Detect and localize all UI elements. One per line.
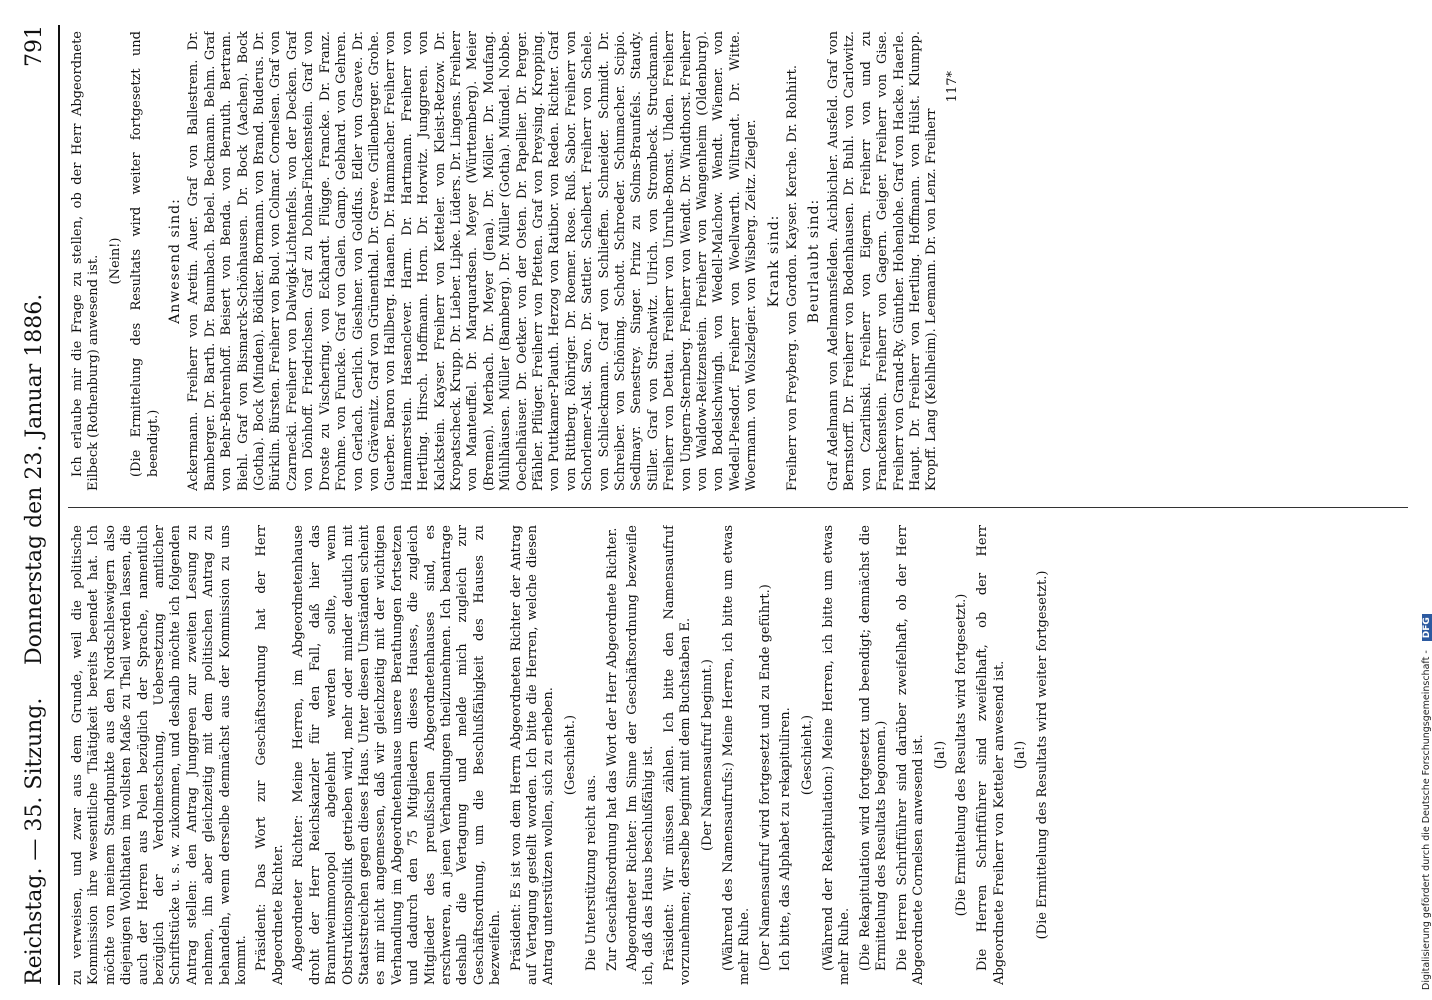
sick-names-list: Freiherr von Freyberg. von Gordon. Kayser. Kerche. Dr. Rohhirt. (785, 64, 801, 491)
stage-direction: (Der Namensaufruf beginnt.) (699, 659, 715, 851)
stage-direction: (Die Rekapitulation wird fortgesetzt und beendigt; demnächst die Ermittelung des Resultats begonnen.) (857, 525, 890, 971)
page-header (20, 25, 56, 985)
present-heading: Anwesend sind: (167, 198, 184, 324)
paragraph: Die Herren Schriftführer sind darüber zweifelhaft, ob der Herr Abgeordnete Cornelsen anwesend ist. (894, 525, 927, 985)
left-column (70, 525, 1410, 985)
digitization-text: Digitalisierung gefördert durch die Deutsche Forschungsgemeinschaft - (1421, 650, 1432, 990)
stage-direction: (Der Namensaufruf wird fortgesetzt und zu Ende geführt.) (757, 584, 773, 971)
header-date: Donnerstag den 23. Januar 1886. (22, 293, 47, 665)
paragraph: Präsident: Das Wort zur Geschäftsordnung hat der Herr Abgeordnete Richter. (254, 525, 286, 985)
paragraph: (Während des Namensaufrufs:) Meine Herren, ich bitte um etwas mehr Ruhe. (721, 525, 753, 985)
paragraph: Zur Geschäftsordnung hat das Wort der Herr Abgeordnete Richter. (604, 527, 620, 971)
stage-direction: (Die Ermittelung des Resultats wird weiter fortgesetzt.) (1034, 570, 1050, 940)
paragraph: Ich erlaube mir die Frage zu stellen, ob der Herr Abgeordnete Eilbeck (Rothenburg) anwesend ist. (70, 31, 102, 491)
paragraph: Präsident: Wir müssen zählen. Ich bitte den Namensaufruf vorzunehmen; derselbe beginnt mit dem Buchstaben E. (661, 525, 694, 985)
leave-names-list: Graf Adelmann von Adelmannsfelden. Aichbichler. Ausfeld. Graf von Bernstorff. Dr. Freiherr von Bodenhausen. Dr. Buhl. von Carlowitz. von Czarlinski. Freiherr von Eigern. Freiherr von und zu Franckenstein. Freiherr von Gagern. Geiger. Freiherr von Gise. Freiherr von Grand-Ry. Günther. Hohenlohe. Graf von Hacke. Haerle. Haupt. Dr. Freiherr von Hertling. Hoffmann. von Hülst. Klumpp. Kropff. Lang (Kehlheim). Leemann. Dr. von Lenz. Freiherr (825, 31, 940, 491)
paragraph: (Während der Rekapitulation:) Meine Herren, ich bitte um etwas mehr Ruhe. (821, 525, 853, 985)
stage-direction: (Ja!) (1013, 740, 1029, 770)
stage-direction: (Geschieht.) (562, 714, 578, 796)
paragraph: Die Unterstützung reicht aus. (584, 774, 600, 971)
right-column (70, 31, 1410, 491)
digitization-note (1421, 0, 1432, 990)
stage-direction: (Geschieht.) (799, 714, 815, 796)
paragraph: Ich bitte, das Alphabet zu rekapituliren. (778, 707, 794, 971)
stage-direction: (Die Ermittelung des Resultats wird weiter fortgesetzt und beendigt.) (129, 31, 161, 477)
paragraph: Die Herren Schriftführer sind zweifelhaft, ob der Herr Abgeordnete Freiherr von Ketteler anwesend ist. (975, 525, 1007, 985)
present-names-list: Ackermann. Freiherr von Aretin. Auer. Graf von Ballestrem. Dr. Bamberger. Dr. Barth. Dr. Baumbach. Bebel. Beckmann. Behm. Graf von Behr-Behrenhoff. Beisert von Benda. von Bernuth. Bertram. Biehl. Graf von Bismarck-Schönhausen. Dr. Bock (Aachen). Bock (Gotha). Bock (Minden). Bödiker. Bormann. von Brand. Buderus. Dr. Bürklin. Bürsten. Freiherr von Buol. von Colmar. Cornelsen. Graf von Czarnecki. Freiherr von Dalwigk-Lichtenfels. von der Decken. Graf von Dönhoff. Friedrichsen. Graf zu Dohna-Finckenstein. Graf von Droste zu Vischering. von Eckhardt. Flügge. Francke. Dr. Franz. Frohme. von Funcke. Graf von Galen. Gamp. Gebhard. von Gehren. von Gerlach. Gerlich. Gieshner. von Goldfus. Edler von Graeve. Dr. von Grävenitz. Graf von Grünenthal. Dr. Greve. Grillenberger. Grohe. Guerber. Baron von Hallberg. Haanen. Dr. Hammacher. Freiherr von Hammerstein. Hasenclever. Harm. Dr. Hartmann. Freiherr von Hertling. Hirsch. Hoffmann. Horn. Dr. Horwitz. Junggreen. von Kalckstein. Kayser. Freiherr von Ketteler. von Kleist-Retzow. Dr. Kropatscheck. Krupp. Dr. Lieber. Lipke. Lüders. Dr. Lingens. Freiherr von Manteuffel. Dr. Marquardsen. Meyer (Württemberg). Meier (Bremen). Merbach. Dr. Meyer (Jena). Dr. Möller. Dr. Moufang. Mühlhäusen. Müller (Bamberg). Dr. Müller (Gotha). Mündel. Nobbe. Oechelhäuser. Dr. Oetker. von der Osten. Dr. Papellier. Dr. Perger. Pfähler. Pflüger. Freiherr von Pfetten. Graf von Preysing. Kropping. von Puttkamer-Plauth. Herzog von Ratibor. von Reden. Richter. Graf von Rittberg. Röhriger. Dr. Roemer. Rose. Ruß. Sabor. Freiherr von Schorlemer-Alst. Saro. Dr. Sattler. Schelbert. Freiherr von Schele. von Schlieckmann. Graf von Schlieffen. Schneider. Schmidt. Dr. Schreiber. von Schöning. Schott. Schroeder. Schumacher. Scipio. Sedlmayr. Senestrey. Singer. Prinz zu Solms-Braunfels. Staudy. Stiller. Graf von Strachwitz. Ulrich. von Strombeck. Struckmann. Freiherr von Dettau. Freiherr von Unruhe-Bomst. Uhden. Freiherr von Ungern-Sternberg. Freiherr von Wendt. Dr. Windthorst. Freiherr von Waldow-Reitzenstein. Freiherr von Wangenheim (Oldenburg). von Bodelschwingh. von Wedell-Malchow. Wendt. Wiemer. von Wedell-Piesdorf. Freiherr von Woellwarth. Wiltrandt. Dr. Witte. Woermann. von Wolszlegier. von Wisberg. Zeitz. Ziegler. (186, 31, 760, 491)
signature-mark: 117* (944, 71, 960, 103)
leave-heading: Beurlaubt sind: (806, 198, 823, 324)
sick-heading: Krank sind: (765, 214, 782, 308)
header-rule (58, 25, 60, 985)
stage-direction: (Nein!) (107, 237, 123, 285)
stage-direction: (Die Ermittelung des Resultats wird fortgesetzt.) (953, 593, 969, 917)
paragraph: Abgeordneter Richter: Im Sinne der Geschäftsordnung bezweifle ich, daß das Haus beschlußfähig ist. (625, 525, 657, 985)
paragraph: Abgeordneter Richter: Meine Herren, im Abgeordnetenhause droht der Herr Reichskanzler für den Fall, daß hier das Branntweinmonopol abgelehnt werden sollte, wenn Obstruktionspolitik getrieben wird, mehr oder minder deutlich mit Staatsstreichen gegen dieses Haus. Unter diesen Umständen scheint es mir nicht angemessen, daß wir gleichzeitig mit der wichtigen Verhandlung im Abgeordnetenhause unsere Berathungen fortsetzen und dadurch den 75 Mitgliedern dieses Hauses, die zugleich Mitglieder des preußischen Abgeordnetenhauses sind, es erschweren, an jenen Verhandlungen theilzunehmen. Ich beantrage deshalb die Vertagung und melde mich zugleich zur Geschäftsordnung, um die Beschlußfähigkeit des Hauses zu bezweifeln. (291, 525, 504, 985)
column-divider (68, 507, 1408, 508)
paragraph: Präsident: Es ist von dem Herrn Abgeordneten Richter der Antrag auf Vertagung gestellt worden. Ich bitte die Herren, welche diesen Antrag unterstützen wollen, sich zu erheben. (508, 525, 557, 985)
dfg-logo: DFG (1422, 614, 1432, 641)
digitization-sidebar (1403, 6, 1432, 996)
rotated-document-page (20, 25, 1420, 985)
stage-direction: (Ja!) (932, 740, 948, 770)
paragraph: zu verweisen, und zwar aus dem Grunde, weil die politische Kommission ihre wesentliche Thätigkeit bereits beendet hat. Ich möchte von meinem Standpunkte aus den Nordschleswigern also diejenigen Wohlthaten im vollsten Maße zu Theil werden lassen, die auch der Herren aus Polen bezüglich der Sprache, namentlich bezüglich der Verdolmetschung, Uebersetzung amtlicher Schriftstücke u. s. w. zukommen, und deshalb möchte ich folgenden Antrag stellen: den Antrag Junggreen zur zweiten Lesung zu nehmen, ihn aber gleichzeitig mit dem politischen Antrag zu behandeln, wenn derselbe demnächst aus der Kommission zu uns kommt. (70, 525, 250, 985)
header-session: Reichstag. — 35. Sitzung. (22, 697, 47, 985)
header-page-number: 791 (22, 25, 47, 67)
